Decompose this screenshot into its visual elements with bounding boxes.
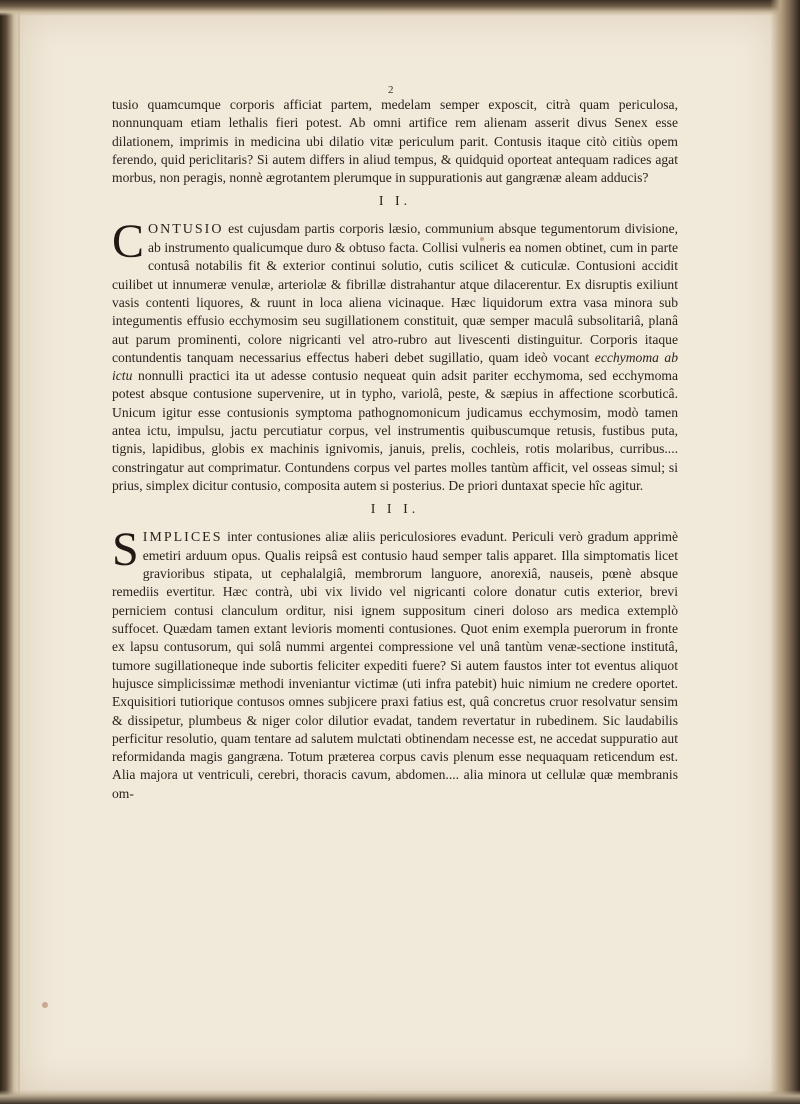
section-numeral-three: I I I. [370,502,420,518]
section-three-lead-word: IMPLICES [142,529,223,545]
page-number: 2 [388,84,394,96]
section-three-text: inter contusiones aliæ aliis periculosiores evadunt. Periculi verò gradum apprimè emetiri arduum opus. Qualis reipsâ est contusio haud semper talis apparet. Illa simptomatis licet gravioribus stipata, ut cephalalgiâ, membrorum languore, anorexiâ, nauseis, pœnè absque remediis evertitur. Hæc contrà, ubi vix livido vel nigricanti colore donatur cutis exterior, brevi perniciem contusi clanculum orditur, nisi ignem suppositum cineri doloso ars medica extemplò suffocet. Quædam tamen extant levioris momenti contusiones. Quot enim exempla puerorum in fronte ex lapsu contusorum, qui solâ nummi argentei compressione vel unâ tantùm venæ-sectione institutâ, tumore sugillationeque inde subortis feliciter expediti fuere? Si autem faustos inter tot eventus aliquot hujusce simplicissimæ methodi inveniantur victimæ (uti infra patebit) huic nimium ne credere oportet. Exquisitiori tutiorique contusos omnes subjicere praxi fatius est, quâ concretus cruor resolvatur sensim & dissipetur, plumbeus & niger color dilutior evadat, tandem revertatur in rubedinem. Sic laudabilis perficitur resolutio, quam tentare ad salutem mulctati obtinendam necesse est, ne accedat suppuratio aut reformidanda magis gangræna. Totum præterea corpus cavis plenum esse nequaquam reticendum est. Alia majora ut ventriculi, cerebri, thoracis cavum, abdomen.... alia minora ut cellulæ quæ membranis om- [112,528,678,801]
section-two-text-continued: nonnulli practici ita ut adesse contusio nequeat quin adsit pariter ecchymoma, sed ecchymoma potest absque contusione supervenire, ut in typho, variolâ, peste, & sæpius in affectione scorbuticâ. Unicum igitur esse contusionis symptoma pathognomonicum judicamus ecchymosim, modò tamen antea ictu, impulsu, jactu percutiatur corpus, vel instrumentis quibuscumque retusis, fustibus puta, tignis, lapidibus, globis ex machinis ignivomis, januis, prelis, cochleis, rotis molaribus, curribus.... constringatur aut comprimatur. Contundens corpus vel partes molles tantùm afficit, vel osseas simul; si prius, simplex dicitur contusio, composita autem si posterius. De priori duntaxat specie hîc agitur. [112,368,678,493]
section-two-italic-term: ecchymoma ab ictu [112,349,678,384]
paper-stain [42,1002,48,1008]
section-two-text: est cujusdam partis corporis læsio, communium absque tegumentorum divisione, ab instrumento qualicumque duro & obtuso facta. Collisi vulneris ea nomen obtinet, cum in parte contusâ notabilis fit & exterior continui solutio, cutis scilicet & cuticulæ. Contusioni accidit cuilibet ut innumeræ venulæ, arteriolæ & fibrillæ distrahantur atque dilacerentur. Ex disruptis exiliunt vasis contenti liquores, & ruunt in loca aliena vicinaque. Hæc liquidorum extra vasa minora sub integumentis effusio ecchymosim seu sugillationem constituit, quæ semper maculâ subsolitariâ, planâ aut parum prominenti, colore nigricanti vel atro-rubro aut livescenti distinguitur. Corporis itaque contundentis tanquam necessarius effectus haberi debet sugillatio, quam ideò vocant [112,220,678,365]
section-two-lead-word: ONTUSIO [148,221,224,237]
section-two-paragraph [112,214,678,495]
book-spine-edge [770,0,800,1104]
top-edge [0,0,800,16]
page-text [112,82,678,803]
section-three-paragraph [112,522,678,803]
drop-cap-c: C [112,214,145,268]
drop-cap-s: S [112,522,139,576]
opening-paragraph: tusio quamcumque corporis afficiat partem, medelam semper exposcit, citrà quam periculosa, nonnunquam etiam lethalis fieri potest. Ab omni artifice rem alienam asserit divus Senex esse dilationem, imprimis in medicina ubi dilatio vitæ periculum parit. Contusis itaque citò citiùs opem ferendo, quid periclitaris? Si autem differs in aliud tempus, & quidquid oporteat antequam radices agat morbus, non peragis, nonnè ægrotantem plerumque in suppurationis aut gangrænæ aleam adducis? [112,97,678,186]
section-numeral-two: I I. [378,194,412,210]
bottom-edge [0,1090,800,1104]
